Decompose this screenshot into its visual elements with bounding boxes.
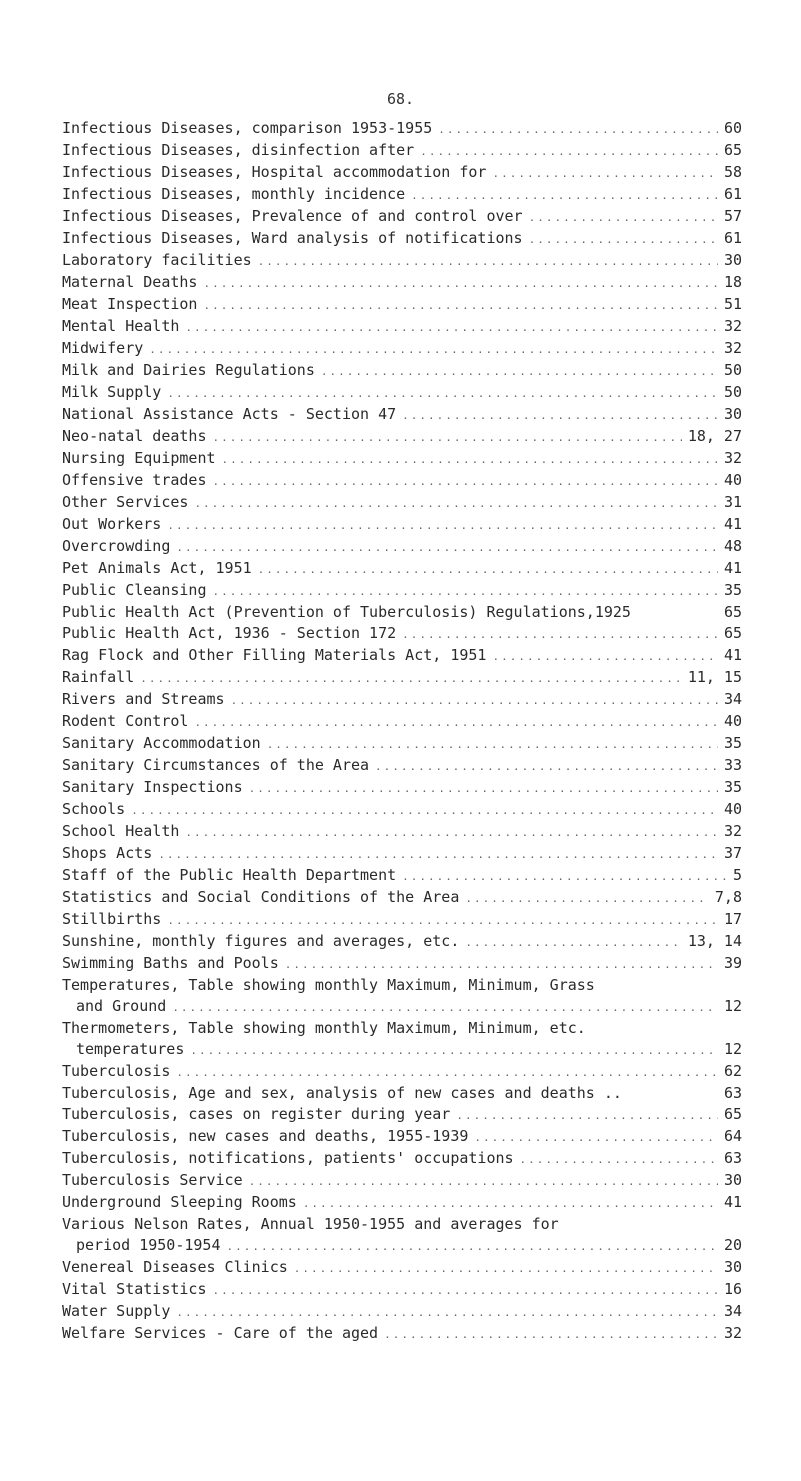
index-entry <box>62 887 742 909</box>
index-entry <box>62 821 742 843</box>
entry-pages: 60 <box>723 119 742 137</box>
entry-title: Mental Health <box>62 317 180 335</box>
dot-leader <box>167 910 718 931</box>
entry-title: Sanitary Circumstances of the Area <box>62 756 370 774</box>
index-entry <box>62 1301 742 1323</box>
index-entry <box>62 1257 742 1279</box>
index-entry <box>62 865 742 887</box>
entry-title: Milk Supply <box>62 383 162 401</box>
entry-pages: 11, 15 <box>687 668 742 686</box>
index-entry <box>62 580 742 602</box>
entry-title: Infectious Diseases, monthly incidence <box>62 185 406 203</box>
dot-leader <box>222 449 718 470</box>
index-entry <box>62 514 742 536</box>
entry-title: Water Supply <box>62 1302 171 1320</box>
entry-pages: 64 <box>723 1127 742 1145</box>
entry-pages: 18 <box>723 273 742 291</box>
entry-pages: 51 <box>723 295 742 313</box>
dot-leader <box>158 844 718 865</box>
entry-title: Rodent Control <box>62 712 189 730</box>
entry-pages: 32 <box>723 449 742 467</box>
index-entry <box>62 1083 742 1104</box>
entry-title: Venereal Diseases Clinics <box>62 1258 288 1276</box>
dot-leader <box>529 229 718 250</box>
index-entry <box>62 250 742 272</box>
index-entry <box>62 953 742 975</box>
entry-pages: 34 <box>723 690 742 708</box>
dot-leader <box>213 471 718 492</box>
entry-title: Tuberculosis, notifications, patients' occupations <box>62 1149 514 1167</box>
index-entry <box>62 404 742 426</box>
dot-leader <box>131 800 718 821</box>
entry-pages: 32 <box>723 339 742 357</box>
entry-pages: 12 <box>723 1040 742 1058</box>
entry-title: Infectious Diseases, Hospital accommodation for <box>62 163 487 181</box>
dot-leader <box>529 207 718 228</box>
entry-pages: 48 <box>723 537 742 555</box>
dot-leader <box>213 581 718 602</box>
dot-leader <box>492 646 717 667</box>
entry-pages: 50 <box>723 361 742 379</box>
entry-title: Rainfall <box>62 668 135 686</box>
entry-pages: 18, 27 <box>687 427 742 445</box>
dot-leader <box>456 1105 718 1126</box>
entry-title: Sunshine, monthly figures and averages, etc. <box>62 932 460 950</box>
entry-pages: 57 <box>723 207 742 225</box>
index-entry <box>62 338 742 360</box>
entry-pages: 20 <box>723 1236 742 1254</box>
entry-title: Infectious Diseases, comparison 1953-1955 <box>62 119 433 137</box>
index-entry <box>62 140 742 162</box>
index-entry <box>62 777 742 799</box>
dot-leader <box>149 339 718 360</box>
index-entry <box>62 975 742 1018</box>
index-entry <box>62 755 742 777</box>
index-entry <box>62 382 742 404</box>
entry-title: Rag Flock and Other Filling Materials Act, 1951 <box>62 646 487 664</box>
entry-title: National Assistance Acts - Section 47 <box>62 405 397 423</box>
index-entry <box>62 689 742 711</box>
entry-title: Pet Animals Act, 1951 <box>62 559 252 577</box>
dot-leader <box>231 690 718 711</box>
entry-title: Swimming Baths and Pools <box>62 954 279 972</box>
index-entry <box>62 623 742 645</box>
dot-leader <box>167 383 718 404</box>
index-entry <box>62 602 742 623</box>
dot-leader <box>140 668 682 689</box>
index-entry <box>62 711 742 733</box>
entry-title: Out Workers <box>62 515 162 533</box>
entry-pages: 63 <box>723 1084 742 1102</box>
index-entry <box>62 360 742 382</box>
entry-pages: 30 <box>723 1258 742 1276</box>
dot-leader <box>375 756 718 777</box>
entry-title: Underground Sleeping Rooms <box>62 1193 297 1211</box>
entry-pages: 35 <box>723 778 742 796</box>
entry-title: Statistics and Social Conditions of the Area <box>62 888 460 906</box>
entry-title: Temperatures, Table showing monthly Maximum, Minimum, Grass <box>62 976 595 994</box>
dot-leader <box>465 932 681 953</box>
entry-pages: 35 <box>723 581 742 599</box>
dot-leader <box>411 185 718 206</box>
entry-pages: 61 <box>723 229 742 247</box>
entry-pages: 33 <box>723 756 742 774</box>
index-entry <box>62 931 742 953</box>
entry-title: Tuberculosis Service <box>62 1171 243 1189</box>
index-entry <box>62 118 742 140</box>
entry-title: Nursing Equipment <box>62 449 216 467</box>
entry-pages: 32 <box>723 822 742 840</box>
entry-title: Tuberculosis, cases on register during year <box>62 1105 451 1123</box>
dot-leader <box>176 1302 718 1323</box>
entry-pages: 35 <box>723 734 742 752</box>
entry-title: Infectious Diseases, Prevalence of and control over <box>62 207 523 225</box>
dot-leader <box>402 624 718 645</box>
entry-title: Stillbirths <box>62 910 162 928</box>
entry-pages: 5 <box>732 866 742 884</box>
entry-title: Shops Acts <box>62 844 153 862</box>
entry-pages: 61 <box>723 185 742 203</box>
dot-leader <box>185 822 718 843</box>
index-entry <box>62 733 742 755</box>
entry-pages: 32 <box>723 317 742 335</box>
entry-pages: 65 <box>723 141 742 159</box>
entry-title: Overcrowding <box>62 537 171 555</box>
entry-pages: 65 <box>723 1105 742 1123</box>
entry-title: Meat Inspection <box>62 295 198 313</box>
entry-title: Laboratory facilities <box>62 251 252 269</box>
entry-title: Tuberculosis, new cases and deaths, 1955-1939 <box>62 1127 469 1145</box>
index-entry <box>62 536 742 558</box>
entry-title: Tuberculosis <box>62 1062 171 1080</box>
entry-pages: 58 <box>723 163 742 181</box>
entry-title: Infectious Diseases, disinfection after <box>62 141 415 159</box>
index-entry <box>62 228 742 250</box>
entry-pages: 17 <box>723 910 742 928</box>
index-entry <box>62 1323 742 1345</box>
entry-pages: 7,8 <box>714 888 742 906</box>
dot-leader <box>258 251 718 272</box>
dot-leader <box>285 954 718 975</box>
dot-leader <box>249 1171 718 1192</box>
dot-leader <box>190 1040 718 1061</box>
entry-title: Infectious Diseases, Ward analysis of notifications <box>62 229 523 247</box>
dot-leader <box>167 515 718 536</box>
index-entry <box>62 316 742 338</box>
entry-title: Offensive trades <box>62 471 207 489</box>
dot-leader <box>185 317 718 338</box>
index-entry <box>62 667 742 689</box>
dot-leader <box>249 778 718 799</box>
entry-pages: 40 <box>723 800 742 818</box>
index-entry <box>62 1192 742 1214</box>
dot-leader <box>203 295 717 316</box>
dot-leader <box>176 537 718 558</box>
entry-title: Staff of the Public Health Department <box>62 866 397 884</box>
entry-title: Vital Statistics <box>62 1280 207 1298</box>
index-entry <box>62 184 742 206</box>
index-entry <box>62 645 742 667</box>
entry-title: Public Health Act (Prevention of Tuberculosis) Regulations,1925 <box>62 603 631 621</box>
entry-pages: 31 <box>723 493 742 511</box>
index-entry <box>62 492 742 514</box>
entry-pages: 39 <box>723 954 742 972</box>
entry-title: Tuberculosis, Age and sex, analysis of new cases and deaths .. <box>62 1084 622 1102</box>
entry-title: Rivers and Streams <box>62 690 225 708</box>
entry-pages: 13, 14 <box>687 932 742 950</box>
index-list <box>62 118 742 1345</box>
dot-leader <box>227 1236 718 1257</box>
dot-leader <box>492 163 717 184</box>
entry-pages: 16 <box>723 1280 742 1298</box>
entry-title: Sanitary Accommodation <box>62 734 261 752</box>
entry-title: Various Nelson Rates, Annual 1950-1955 and averages for <box>62 1215 559 1233</box>
index-entry <box>62 1018 742 1061</box>
entry-title: period 1950-1954 <box>76 1236 221 1254</box>
dot-leader <box>384 1324 718 1345</box>
index-entry <box>62 272 742 294</box>
entry-title: Public Cleansing <box>62 581 207 599</box>
dot-leader <box>176 1062 718 1083</box>
dot-leader <box>303 1193 718 1214</box>
entry-pages: 50 <box>723 383 742 401</box>
dot-leader <box>420 141 718 162</box>
dot-leader <box>213 427 682 448</box>
index-entry <box>62 1279 742 1301</box>
dot-leader <box>194 493 718 514</box>
entry-title: and Ground <box>76 997 167 1015</box>
entry-pages: 65 <box>723 603 742 621</box>
index-entry <box>62 1104 742 1126</box>
entry-pages: 41 <box>723 515 742 533</box>
entry-pages: 41 <box>723 646 742 664</box>
index-entry <box>62 426 742 448</box>
dot-leader <box>465 888 709 909</box>
entry-title: Milk and Dairies Regulations <box>62 361 315 379</box>
entry-title: Other Services <box>62 493 189 511</box>
dot-leader <box>438 119 718 140</box>
entry-title: School Health <box>62 822 180 840</box>
index-entry <box>62 558 742 580</box>
entry-pages: 32 <box>723 1324 742 1342</box>
entry-title: Sanitary Inspections <box>62 778 243 796</box>
entry-pages: 62 <box>723 1062 742 1080</box>
entry-title: Welfare Services - Care of the aged <box>62 1324 379 1342</box>
index-entry <box>62 843 742 865</box>
dot-leader <box>258 559 718 580</box>
dot-leader <box>474 1127 718 1148</box>
entry-pages: 30 <box>723 1171 742 1189</box>
index-entry <box>62 448 742 470</box>
index-entry <box>62 470 742 492</box>
dot-leader <box>203 273 717 294</box>
entry-pages: 63 <box>723 1149 742 1167</box>
index-entry <box>62 1061 742 1083</box>
index-entry <box>62 206 742 228</box>
entry-pages: 34 <box>723 1302 742 1320</box>
dot-leader <box>402 405 718 426</box>
entry-title: Neo-natal deaths <box>62 427 207 445</box>
index-entry <box>62 162 742 184</box>
entry-pages: 30 <box>723 405 742 423</box>
dot-leader <box>213 1280 718 1301</box>
index-entry <box>62 1148 742 1170</box>
dot-leader <box>172 997 718 1018</box>
index-entry <box>62 1214 742 1257</box>
entry-pages: 65 <box>723 624 742 642</box>
entry-title: Public Health Act, 1936 - Section 172 <box>62 624 397 642</box>
dot-leader <box>194 712 718 733</box>
dot-leader <box>267 734 718 755</box>
entry-title: Maternal Deaths <box>62 273 198 291</box>
entry-pages: 30 <box>723 251 742 269</box>
entry-pages: 41 <box>723 559 742 577</box>
page-number: 68. <box>386 90 415 108</box>
entry-title: Thermometers, Table showing monthly Maximum, Minimum, etc. <box>62 1019 586 1037</box>
entry-title: Midwifery <box>62 339 144 357</box>
dot-leader <box>402 866 727 887</box>
index-entry <box>62 909 742 931</box>
index-entry <box>62 799 742 821</box>
entry-pages: 41 <box>723 1193 742 1211</box>
dot-leader <box>520 1149 718 1170</box>
entry-pages: 40 <box>723 712 742 730</box>
entry-pages: 40 <box>723 471 742 489</box>
index-entry <box>62 294 742 316</box>
entry-pages: 37 <box>723 844 742 862</box>
index-entry <box>62 1170 742 1192</box>
entry-title: Schools <box>62 800 126 818</box>
dot-leader <box>294 1258 718 1279</box>
entry-pages: 12 <box>723 997 742 1015</box>
index-entry <box>62 1126 742 1148</box>
dot-leader <box>321 361 718 382</box>
entry-title: temperatures <box>76 1040 185 1058</box>
